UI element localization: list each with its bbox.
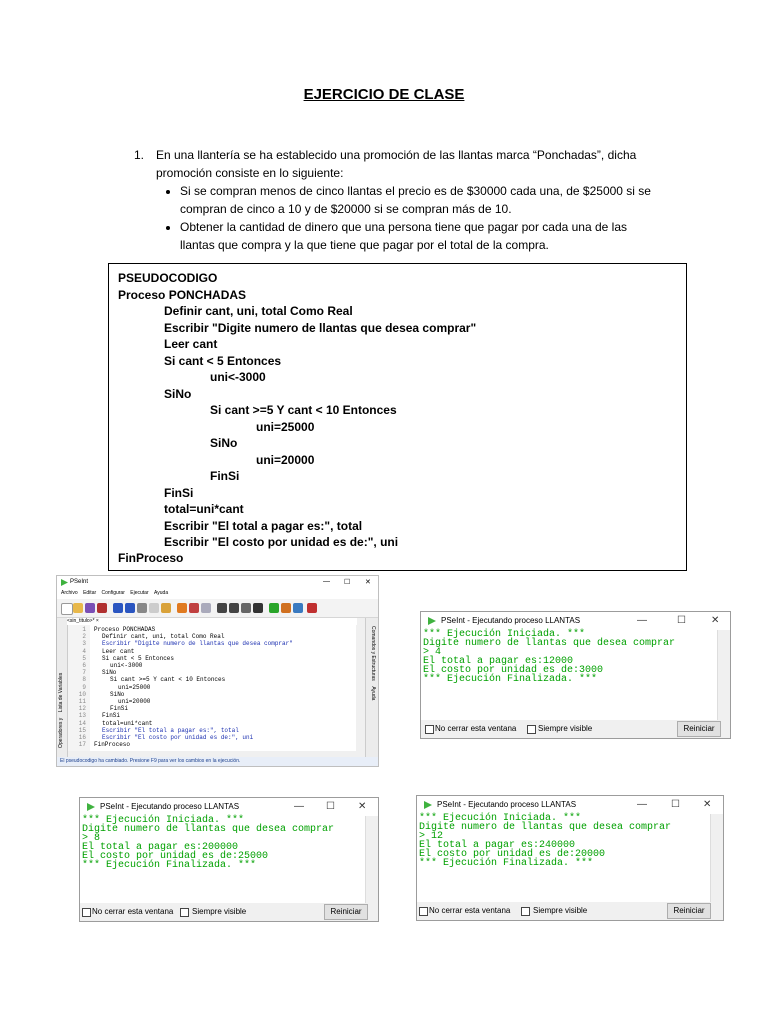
code-line: FinProceso — [94, 741, 131, 749]
copy-icon[interactable] — [149, 603, 159, 613]
paste-icon[interactable] — [161, 603, 171, 613]
line-number: 11 — [78, 698, 86, 705]
pseint-logo-icon — [61, 579, 68, 586]
console-line: *** Ejecución Iniciada. *** — [423, 629, 586, 640]
keep-open-checkbox[interactable] — [425, 725, 434, 734]
pseudocode-line: total=uni*cant — [164, 502, 244, 516]
code-line: Si cant >=5 Y cant < 10 Entonces — [110, 676, 226, 684]
run-icon[interactable] — [269, 603, 279, 613]
exercise-bullet: • Si se compran menos de cinco llantas el precio es de $30000 cada una, de $25000 si se compran de cinco a 10 y de $20000 si se compran más de 10. — [180, 182, 654, 218]
code-line: FinSi — [110, 705, 129, 713]
console-title: PSeInt - Ejecutando proceso LLANTAS — [100, 802, 240, 811]
console-titlebar — [80, 798, 378, 816]
pseudocode-line: PSEUDOCODIGO — [118, 271, 218, 285]
keep-open-checkbox[interactable] — [82, 908, 91, 917]
console-line: *** Ejecución Finalizada. *** — [423, 674, 598, 685]
maximize-button[interactable]: ☐ — [326, 801, 335, 812]
document-title: EJERCICIO DE CLASE — [303, 86, 465, 103]
console-line: *** Ejecución Finalizada. *** — [82, 860, 257, 871]
code-line: uni=25000 — [118, 683, 151, 691]
code-area[interactable] — [68, 625, 356, 751]
pseudocode-line: Escribir "Digite numero de llantas que desea comprar" — [164, 321, 477, 335]
commands-label: Comandos y Estructuras — [370, 626, 376, 681]
always-visible-checkbox[interactable] — [521, 907, 530, 916]
console-line: El costo por unidad es de:3000 — [423, 665, 604, 676]
menu-archivo[interactable]: Archivo — [61, 590, 78, 596]
grid-icon[interactable] — [201, 603, 211, 613]
console-line: > 12 — [419, 831, 444, 842]
pseudocode-line: Si cant < 5 Entonces — [164, 354, 282, 368]
editor-toolbar — [57, 599, 378, 618]
editor-tab-label: <sin_titulo>* — [67, 618, 95, 624]
code-line: Leer cant — [102, 647, 135, 655]
pseudocode-line: FinSi — [164, 486, 194, 500]
console-line: El total a pagar es:12000 — [423, 656, 574, 667]
line-number: 16 — [78, 734, 86, 741]
line-number: 6 — [82, 662, 86, 669]
maximize-button[interactable]: ☐ — [677, 615, 686, 626]
pseudocode-line: Escribir "El total a pagar es:", total — [164, 519, 363, 533]
line-number: 15 — [78, 726, 86, 734]
code-line: SiNo — [102, 669, 117, 677]
keep-open-label: No cerrar esta ventana — [429, 906, 511, 915]
pseudocode-line: uni<-3000 — [210, 370, 266, 384]
pseudocode-line: SiNo — [210, 436, 238, 450]
pseudocode-line: SiNo — [164, 387, 192, 401]
exercise-bullets — [134, 182, 654, 254]
pseudocode-line: FinSi — [210, 469, 240, 483]
menu-ejecutar[interactable]: Ejecutar — [130, 590, 149, 596]
console-output — [419, 814, 709, 898]
console-output — [82, 816, 364, 899]
keep-open-label: No cerrar esta ventana — [435, 724, 517, 733]
always-visible-label: Siempre visible — [533, 906, 588, 915]
maximize-button[interactable]: ☐ — [344, 579, 351, 586]
line-number: 10 — [78, 690, 86, 698]
code-line: Si cant < 5 Entonces — [102, 654, 175, 662]
commands-panel-label — [368, 626, 376, 751]
editor-menubar — [57, 590, 378, 599]
close-button[interactable]: ✕ — [365, 579, 371, 586]
restart-button[interactable]: Reiniciar — [677, 721, 721, 737]
line-number: 14 — [78, 719, 86, 727]
minimize-button[interactable]: — — [294, 801, 304, 812]
menu-ayuda[interactable]: Ayuda — [154, 590, 169, 596]
code-line: FinSi — [102, 712, 121, 720]
open-folder-icon[interactable] — [73, 603, 83, 613]
save-icon[interactable] — [85, 603, 95, 613]
always-visible-label: Siempre visible — [192, 907, 247, 916]
pseint-logo-icon — [424, 801, 432, 809]
code-line: uni=20000 — [118, 698, 151, 705]
pseudocode-line: Leer cant — [164, 337, 218, 351]
commands-panel[interactable] — [365, 618, 378, 758]
code-line: total=uni*cant — [102, 719, 153, 727]
pseudocode-line: uni=20000 — [256, 453, 315, 467]
line-number: 1 — [82, 626, 86, 633]
line-number: 8 — [82, 676, 86, 684]
editor-tab[interactable] — [67, 618, 357, 625]
new-file-icon[interactable] — [61, 603, 73, 615]
search-icon[interactable] — [217, 603, 227, 613]
console-line: Digite numero de llantas que desea comprar — [419, 822, 672, 833]
code-line: Escribir "Digite numero de llantas que desea comprar" — [102, 640, 293, 648]
execution-console-2 — [79, 797, 379, 922]
restart-button[interactable]: Reiniciar — [324, 904, 368, 920]
pseint-logo-icon — [428, 617, 436, 625]
always-visible-label: Siempre visible — [538, 724, 593, 733]
pseint-editor-window — [56, 575, 379, 767]
status-bar: El pseudocodigo ha cambiado. Presione F9 para ver los cambios en la ejecución. — [57, 757, 378, 766]
console-footer — [421, 720, 730, 738]
console-line: *** Ejecución Iniciada. *** — [82, 815, 245, 826]
code-line: Escribir "El total a pagar es:", total — [102, 726, 239, 734]
menu-editar[interactable]: Editar — [83, 590, 97, 596]
close-button[interactable]: ✕ — [358, 801, 367, 812]
editor-title: PSeInt — [70, 579, 89, 585]
console-footer — [80, 903, 378, 921]
pseudocode-line: uni=25000 — [256, 420, 315, 434]
replace-icon[interactable] — [241, 603, 251, 613]
pseudocode-line: Escribir "El costo por unidad es de:", uni — [164, 535, 399, 549]
redo-icon[interactable] — [125, 603, 135, 613]
line-number: 3 — [82, 640, 86, 648]
console-title: PSeInt - Ejecutando proceso LLANTAS — [437, 800, 577, 809]
restart-button[interactable]: Reiniciar — [667, 903, 711, 919]
line-number: 2 — [82, 633, 86, 641]
save-as-icon[interactable] — [97, 603, 107, 613]
cut-icon[interactable] — [137, 603, 147, 613]
keep-open-label: No cerrar esta ventana — [92, 907, 174, 916]
variables-panel-label — [58, 628, 66, 748]
line-number: 5 — [82, 654, 86, 662]
console-line: Digite numero de llantas que desea comprar — [423, 638, 676, 649]
undo-icon[interactable] — [113, 603, 123, 613]
code-line: Escribir "El costo por unidad es de:", uni — [102, 734, 254, 741]
minimize-button[interactable]: — — [323, 578, 330, 585]
always-visible-checkbox[interactable] — [180, 908, 189, 917]
console-output — [423, 630, 716, 716]
pseint-logo-icon — [87, 803, 95, 811]
tab-close-icon[interactable]: × — [95, 618, 99, 624]
pseudocode-line: Si cant >=5 Y cant < 10 Entonces — [210, 403, 397, 417]
help-panel-label: Ayuda — [370, 686, 376, 701]
close-button[interactable]: ✕ — [703, 799, 712, 810]
comment-icon[interactable] — [189, 603, 199, 613]
close-button[interactable]: ✕ — [711, 615, 720, 626]
always-visible-checkbox[interactable] — [527, 725, 536, 734]
console-titlebar — [421, 612, 730, 630]
line-number: 13 — [78, 712, 86, 720]
editor-titlebar — [57, 576, 378, 590]
line-number: 4 — [82, 647, 86, 655]
console-line: El total a pagar es:240000 — [419, 840, 576, 851]
keep-open-checkbox[interactable] — [419, 907, 428, 916]
maximize-button[interactable]: ☐ — [671, 799, 680, 810]
pseudocode-line: FinProceso — [118, 551, 184, 565]
exercise-question: En una llantería se ha establecido una promoción de las llantas marca “Ponchadas”, dicha promoción consiste en lo siguiente: — [156, 148, 637, 180]
pseudocode-line: Definir cant, uni, total Como Real — [164, 304, 353, 318]
execution-console-3 — [416, 795, 724, 921]
variables-label: Lista de Variables — [58, 672, 64, 713]
console-line: *** Ejecución Finalizada. *** — [419, 858, 594, 869]
code-line: uni<-3000 — [110, 662, 143, 669]
console-title: PSeInt - Ejecutando proceso LLANTAS — [441, 616, 581, 625]
indent-icon[interactable] — [177, 603, 187, 613]
line-number: 9 — [82, 683, 86, 691]
step-icon[interactable] — [281, 603, 291, 613]
pseudocode-box — [108, 263, 687, 571]
execution-console-1 — [420, 611, 731, 739]
menu-configurar[interactable]: Configurar — [101, 590, 125, 596]
code-line: SiNo — [110, 690, 125, 698]
format-icon[interactable] — [253, 603, 263, 613]
console-line: El costo por unidad es de:25000 — [82, 851, 269, 862]
exercise-number: 1. — [134, 148, 145, 162]
console-line: El costo por unidad es de:20000 — [419, 849, 606, 860]
help-icon[interactable] — [307, 603, 317, 613]
exercise-bullet: • Obtener la cantidad de dinero que una persona tiene que pagar por cada una de las llantas que compra y la que tiene que pagar por el total de la compra. — [180, 218, 654, 254]
pseudocode-line: Proceso PONCHADAS — [118, 288, 247, 302]
line-number: 7 — [82, 669, 86, 677]
console-line: > 4 — [423, 647, 442, 658]
line-number: 12 — [78, 705, 86, 713]
minimize-button[interactable]: — — [637, 615, 647, 626]
console-footer — [417, 902, 723, 920]
operators-label: Operadores y — [58, 717, 64, 748]
console-line: El total a pagar es:200000 — [82, 842, 239, 853]
console-line: *** Ejecución Iniciada. *** — [419, 813, 582, 824]
find-next-icon[interactable] — [229, 603, 239, 613]
variables-panel[interactable] — [57, 618, 68, 758]
code-line: Proceso PONCHADAS — [94, 626, 156, 633]
exercise-statement — [134, 146, 654, 254]
console-titlebar — [417, 796, 723, 814]
console-line: > 8 — [82, 833, 101, 844]
console-line: Digite numero de llantas que desea comprar — [82, 824, 335, 835]
line-number: 17 — [78, 741, 86, 749]
code-line: Definir cant, uni, total Como Real — [102, 633, 225, 641]
flowchart-icon[interactable] — [293, 603, 303, 613]
minimize-button[interactable]: — — [637, 799, 647, 810]
